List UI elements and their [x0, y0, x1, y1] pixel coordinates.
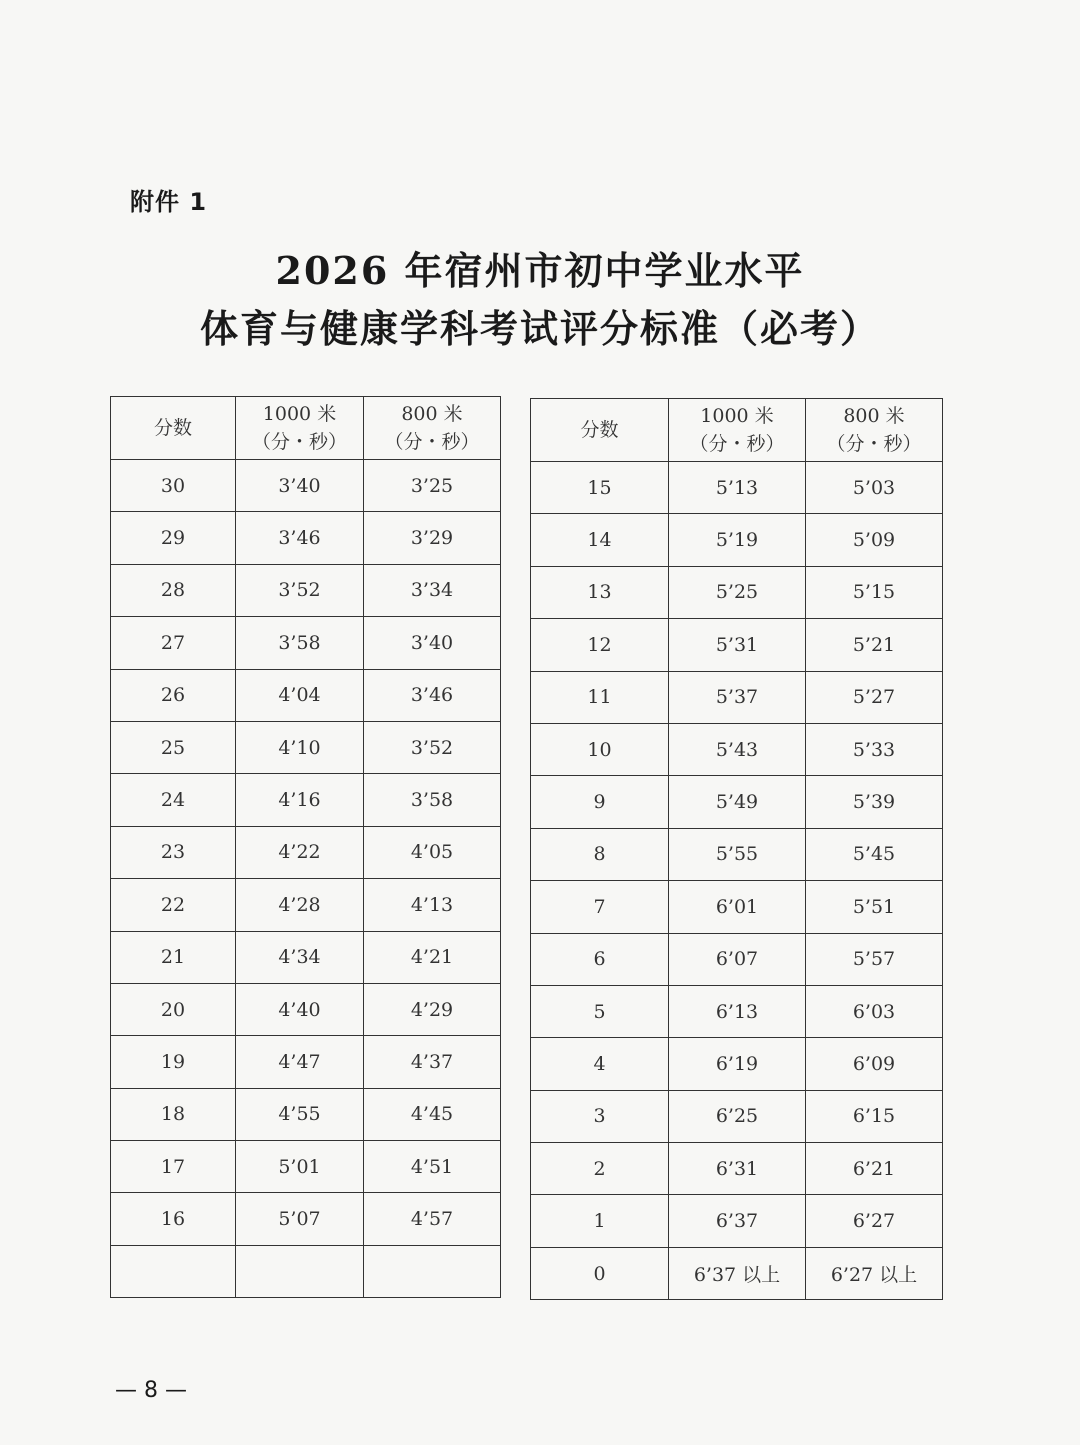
time-1000m-cell: 3’46 — [236, 512, 364, 564]
time-1000m-cell: 3’58 — [236, 617, 364, 669]
score-cell: 27 — [111, 617, 236, 669]
score-cell: 0 — [531, 1247, 669, 1299]
time-800m-cell: 3’25 — [364, 460, 501, 512]
score-cell: 12 — [531, 619, 669, 671]
header-800m — [806, 399, 943, 462]
time-800m-cell: 5’03 — [806, 462, 943, 514]
table-row — [531, 514, 943, 566]
time-1000m-cell: 6’25 — [669, 1090, 806, 1142]
time-1000m-cell: 5’25 — [669, 566, 806, 618]
time-1000m-cell: 6’19 — [669, 1038, 806, 1090]
table-row — [111, 983, 501, 1035]
time-800m-cell: 3’58 — [364, 774, 501, 826]
score-cell: 29 — [111, 512, 236, 564]
score-cell: 28 — [111, 564, 236, 616]
time-1000m-cell: 5’07 — [236, 1193, 364, 1245]
time-1000m-cell — [236, 1245, 364, 1297]
score-cell: 3 — [531, 1090, 669, 1142]
score-cell: 8 — [531, 828, 669, 880]
score-cell: 14 — [531, 514, 669, 566]
time-800m-cell: 5’21 — [806, 619, 943, 671]
table-row — [111, 774, 501, 826]
table-row — [111, 1141, 501, 1193]
time-800m-cell: 3’34 — [364, 564, 501, 616]
header-1000m — [236, 397, 364, 460]
time-1000m-cell: 5’37 — [669, 671, 806, 723]
time-800m-cell: 5’27 — [806, 671, 943, 723]
score-cell: 24 — [111, 774, 236, 826]
score-cell: 17 — [111, 1141, 236, 1193]
time-800m-cell: 6’15 — [806, 1090, 943, 1142]
header-800m — [364, 397, 501, 460]
table-row — [531, 671, 943, 723]
time-800m-cell: 6’27 — [806, 1195, 943, 1247]
attachment-label: 附件 1 — [130, 188, 208, 216]
time-1000m-cell: 6’37 — [669, 1195, 806, 1247]
time-800m-cell: 4’29 — [364, 983, 501, 1035]
header-800m-unit: （分・秒） — [826, 433, 922, 455]
page-title-line1: 2026 年宿州市初中学业水平 — [275, 248, 805, 293]
table-row — [531, 881, 943, 933]
header-score: 分数 — [111, 397, 236, 460]
header-800m-unit: （分・秒） — [384, 431, 480, 453]
time-800m-cell: 6’09 — [806, 1038, 943, 1090]
table-row — [111, 931, 501, 983]
time-1000m-cell: 4’40 — [236, 983, 364, 1035]
time-1000m-cell: 5’31 — [669, 619, 806, 671]
score-cell: 20 — [111, 983, 236, 1035]
table-row — [111, 460, 501, 512]
time-800m-cell: 4’13 — [364, 879, 501, 931]
time-800m-cell: 5’15 — [806, 566, 943, 618]
table-row — [531, 1195, 943, 1247]
time-800m-cell: 3’40 — [364, 617, 501, 669]
table-row — [531, 723, 943, 775]
time-800m-cell: 5’09 — [806, 514, 943, 566]
score-cell: 7 — [531, 881, 669, 933]
time-800m-cell: 4’05 — [364, 826, 501, 878]
table-row — [111, 1088, 501, 1140]
time-800m-cell: 4’21 — [364, 931, 501, 983]
time-800m-cell: 5’45 — [806, 828, 943, 880]
score-cell: 15 — [531, 462, 669, 514]
time-800m-cell — [364, 1245, 501, 1297]
table-row — [531, 1143, 943, 1195]
table-row — [531, 1038, 943, 1090]
time-1000m-cell: 6’01 — [669, 881, 806, 933]
table-row — [531, 1247, 943, 1299]
score-cell: 22 — [111, 879, 236, 931]
time-1000m-cell: 6’37 以上 — [669, 1247, 806, 1299]
header-1000m — [669, 399, 806, 462]
time-1000m-cell: 4’04 — [236, 669, 364, 721]
score-cell: 30 — [111, 460, 236, 512]
time-1000m-cell: 5’19 — [669, 514, 806, 566]
time-1000m-cell: 5’43 — [669, 723, 806, 775]
time-800m-cell: 3’46 — [364, 669, 501, 721]
time-1000m-cell: 4’55 — [236, 1088, 364, 1140]
time-800m-cell: 4’57 — [364, 1193, 501, 1245]
time-800m-cell: 6’03 — [806, 985, 943, 1037]
header-1000m-label: 1000 米 — [262, 403, 337, 425]
score-cell: 10 — [531, 723, 669, 775]
time-1000m-cell: 5’55 — [669, 828, 806, 880]
table-row — [111, 826, 501, 878]
time-800m-cell: 6’21 — [806, 1143, 943, 1195]
score-cell: 21 — [111, 931, 236, 983]
table-row — [111, 1245, 501, 1297]
table-row — [531, 462, 943, 514]
score-cell: 26 — [111, 669, 236, 721]
time-800m-cell: 3’52 — [364, 721, 501, 773]
score-cell: 2 — [531, 1143, 669, 1195]
table-row — [531, 566, 943, 618]
table-row — [111, 512, 501, 564]
table-row — [531, 985, 943, 1037]
time-1000m-cell: 4’22 — [236, 826, 364, 878]
table-row — [531, 828, 943, 880]
header-800m-label: 800 米 — [843, 405, 905, 427]
table-header-row — [111, 397, 501, 460]
table-row — [531, 933, 943, 985]
score-cell: 9 — [531, 776, 669, 828]
table-row — [111, 1193, 501, 1245]
time-1000m-cell: 3’40 — [236, 460, 364, 512]
table-row — [531, 1090, 943, 1142]
score-table-right — [530, 398, 943, 1300]
table-header-row — [531, 399, 943, 462]
score-cell: 18 — [111, 1088, 236, 1140]
time-800m-cell: 5’57 — [806, 933, 943, 985]
time-1000m-cell: 6’31 — [669, 1143, 806, 1195]
time-1000m-cell: 4’34 — [236, 931, 364, 983]
table-row — [531, 776, 943, 828]
time-1000m-cell: 4’16 — [236, 774, 364, 826]
header-1000m-unit: （分・秒） — [251, 431, 347, 453]
score-table-left — [110, 396, 501, 1298]
table-row — [111, 721, 501, 773]
time-1000m-cell: 6’07 — [669, 933, 806, 985]
time-1000m-cell: 5’13 — [669, 462, 806, 514]
time-800m-cell: 4’45 — [364, 1088, 501, 1140]
time-800m-cell: 5’51 — [806, 881, 943, 933]
table-row — [111, 617, 501, 669]
table-row — [111, 564, 501, 616]
time-800m-cell: 4’37 — [364, 1036, 501, 1088]
score-cell: 1 — [531, 1195, 669, 1247]
time-800m-cell: 5’33 — [806, 723, 943, 775]
score-cell: 16 — [111, 1193, 236, 1245]
time-1000m-cell: 5’01 — [236, 1141, 364, 1193]
score-cell: 19 — [111, 1036, 236, 1088]
time-800m-cell: 5’39 — [806, 776, 943, 828]
score-cell: 25 — [111, 721, 236, 773]
time-1000m-cell: 4’47 — [236, 1036, 364, 1088]
time-800m-cell: 6’27 以上 — [806, 1247, 943, 1299]
table-row — [111, 1036, 501, 1088]
score-cell: 4 — [531, 1038, 669, 1090]
time-1000m-cell: 4’10 — [236, 721, 364, 773]
time-800m-cell: 3’29 — [364, 512, 501, 564]
score-cell: 6 — [531, 933, 669, 985]
score-cell — [111, 1245, 236, 1297]
table-row — [111, 669, 501, 721]
score-cell: 23 — [111, 826, 236, 878]
score-cell: 11 — [531, 671, 669, 723]
time-1000m-cell: 4’28 — [236, 879, 364, 931]
header-1000m-unit: （分・秒） — [689, 433, 785, 455]
table-row — [111, 879, 501, 931]
header-score: 分数 — [531, 399, 669, 462]
time-1000m-cell: 5’49 — [669, 776, 806, 828]
header-800m-label: 800 米 — [401, 403, 463, 425]
time-1000m-cell: 6’13 — [669, 985, 806, 1037]
table-row — [531, 619, 943, 671]
score-cell: 5 — [531, 985, 669, 1037]
page-title-line2: 体育与健康学科考试评分标准（必考） — [199, 306, 880, 351]
time-1000m-cell: 3’52 — [236, 564, 364, 616]
time-800m-cell: 4’51 — [364, 1141, 501, 1193]
page-number: — 8 — — [115, 1378, 187, 1403]
score-cell: 13 — [531, 566, 669, 618]
header-1000m-label: 1000 米 — [700, 405, 774, 427]
